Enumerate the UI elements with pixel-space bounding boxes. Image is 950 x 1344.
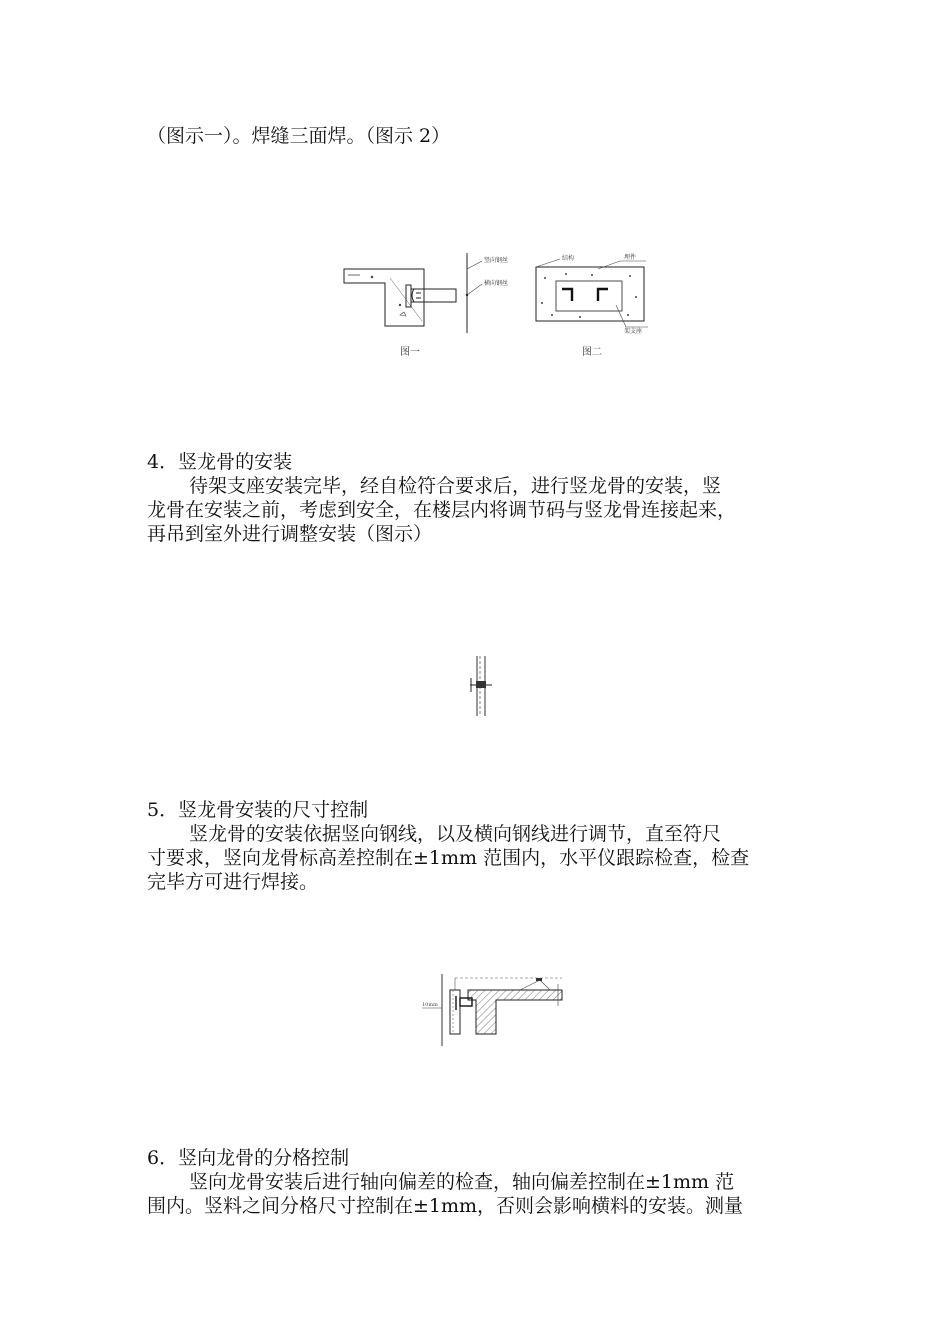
- label-structure: 结构: [562, 255, 575, 262]
- section-4-heading: 4．竖龙骨的安装: [147, 451, 293, 473]
- slab-diagram-small-label: 10mm: [422, 1002, 438, 1008]
- label-support: 架支座: [624, 328, 643, 335]
- label-horizontal-wire: 横向钢丝: [484, 280, 509, 287]
- caption-figure-two: 图二: [582, 347, 602, 358]
- section-5-heading: 5．竖龙骨安装的尺寸控制: [147, 799, 369, 821]
- label-vertical-wire: 竖向钢丝: [484, 257, 509, 264]
- section-4-line-1: 待架支座安装完毕，经自检符合要求后，进行竖龙骨的安装，竖: [189, 475, 722, 497]
- intro-line: （图示一）。焊缝三面焊。（图示 2）: [147, 125, 451, 147]
- section-6-line-2: 围内。竖料之间分格尺寸控制在±1mm，否则会影响横料的安装。测量: [147, 1195, 744, 1217]
- section-6-heading: 6．竖向龙骨的分格控制: [147, 1147, 350, 1169]
- label-embed: 埋件: [624, 254, 637, 261]
- mullion-connector-diagram: [466, 654, 496, 718]
- section-5-line-3: 完毕方可进行焊接。: [147, 871, 319, 893]
- caption-figure-one: 图一: [400, 347, 420, 358]
- section-5-line-1: 竖龙骨的安装依据竖向钢线，以及横向钢线进行调节，直至符尺: [189, 823, 722, 845]
- weld-diagram-figure: [330, 245, 660, 370]
- figure-two-drawing: [536, 253, 648, 335]
- figure-one-drawing: [344, 253, 508, 333]
- section-4-line-2: 龙骨在安装之前，考虑到安全，在楼层内将调节码与竖龙骨连接起来，: [147, 499, 737, 521]
- section-5-line-2: 寸要求，竖向龙骨标高差控制在±1mm 范围内，水平仪跟踪检查，检查: [147, 847, 750, 869]
- section-4-line-3: 再吊到室外进行调整安装（图示）: [147, 523, 433, 545]
- section-6-line-1: 竖向龙骨安装后进行轴向偏差的检查，轴向偏差控制在±1mm 范: [189, 1171, 735, 1193]
- slab-bracket-diagram: [420, 970, 570, 1050]
